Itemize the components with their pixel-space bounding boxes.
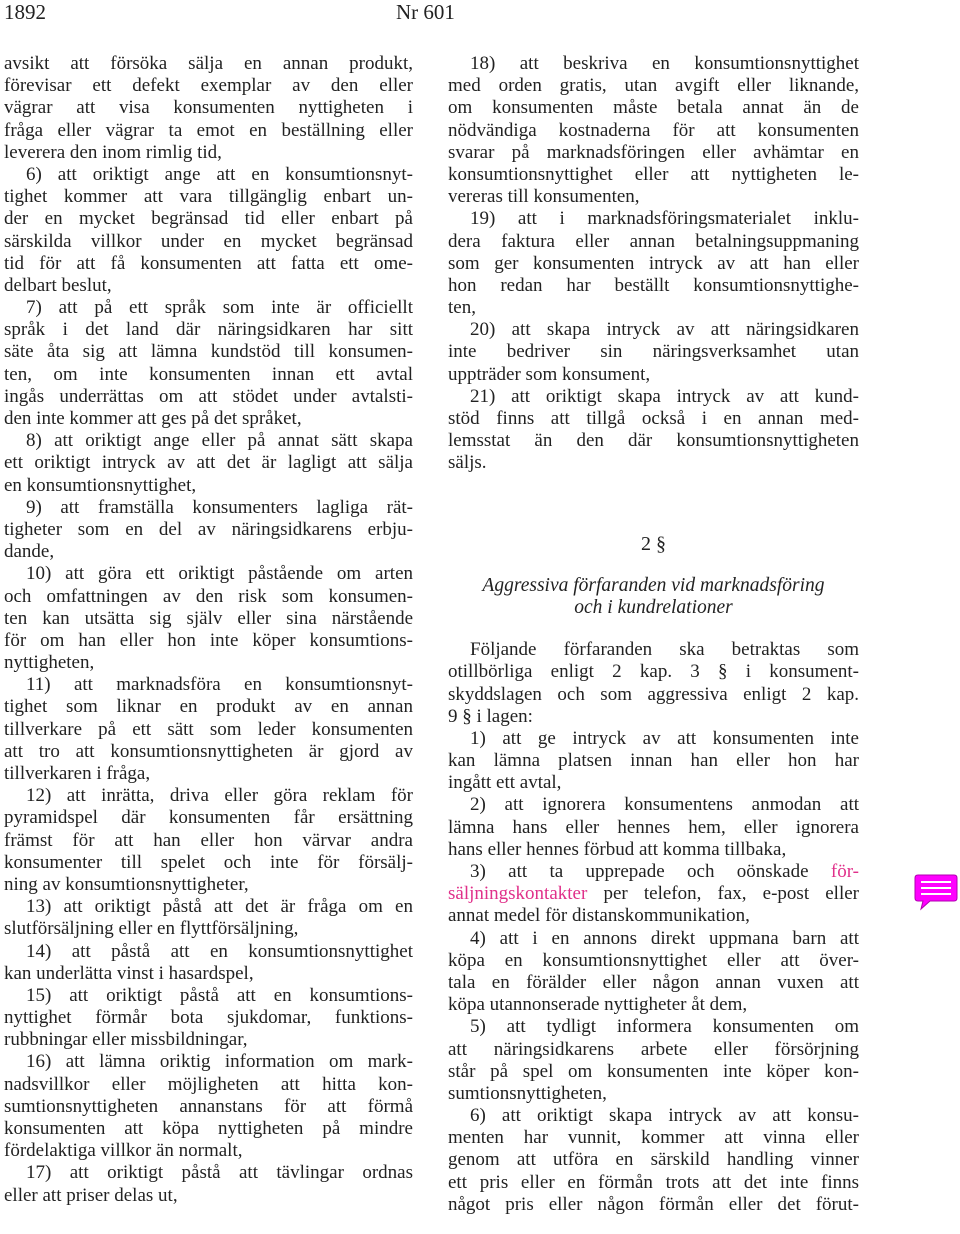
text-line: slutförsäljning eller en flyttförsäljning, <box>4 918 299 940</box>
text-line: särskilda villkor under en mycket begränsad <box>4 230 413 252</box>
text-line: svarar på marknadsföringen eller avhämtar en <box>448 141 859 163</box>
text-line: Följande förfaranden ska betraktas som <box>470 639 859 661</box>
text-line: dande, <box>4 541 55 563</box>
text-line: 11) att marknadsföra en konsumtionsnyt- <box>26 674 413 696</box>
text-line: köpa utannonserade nyttigheter åt dem, <box>448 994 748 1016</box>
text-line: otillbörliga enligt 2 kap. 3 § i konsument- <box>448 661 859 683</box>
text-line: 5) att tydligt informera konsumenten om <box>470 1016 859 1038</box>
text-line: förevisar ett defekt exemplar av den eller <box>4 75 413 97</box>
text-line: språk i det land där näringsidkaren har sitt <box>4 319 413 341</box>
text-line: annat medel för distanskommunikation, <box>448 905 750 927</box>
text-line: vereras till konsumenten, <box>448 186 640 208</box>
text-line: ingås underrättas om att stödet under avtalsti- <box>4 385 413 407</box>
text-line: ett oriktigt intryck av att det är lagligt att sälja <box>4 452 413 474</box>
text-line: 15) att oriktigt påstå att en konsumtions- <box>26 984 413 1006</box>
text-line: hans eller hennes förbud att komma tillbaka, <box>448 838 787 860</box>
text-line: säljs. <box>448 452 487 474</box>
right-column-top-text <box>448 53 859 475</box>
text-line: kan underlätta vinst i hasardspel, <box>4 962 254 984</box>
text-line: 18) att beskriva en konsumtionsnyttighet <box>470 53 859 74</box>
text-line: ett pris eller en förmån trots att det inte finns <box>448 1171 859 1193</box>
text-line: lemsstat än den där konsumtionsnyttigheten <box>448 430 859 452</box>
text-line: skyddslagen och som aggressiva enligt 2 kap. <box>448 683 859 705</box>
section-heading-line1: Aggressiva förfaranden vid marknadsföring <box>482 574 825 596</box>
text-line: konsumenter till spelet och inte för försälj- <box>4 851 413 873</box>
text-line: 6) att oriktigt skapa intryck av att konsu- <box>470 1105 859 1127</box>
page-number: 1892 <box>4 0 46 24</box>
text-line: en konsumtionsnyttighet, <box>4 474 197 496</box>
text-line: som ger konsumenten intryck av att han eller <box>448 252 859 274</box>
text-line: främst för att han eller hon värvar andra <box>4 829 413 851</box>
text-line: pyramidspel där konsumenten får ersättning <box>4 807 413 829</box>
text-line: tillverkaren i fråga, <box>4 763 151 784</box>
text-line: fråga eller vägrar ta emot en beställning eller <box>4 119 413 141</box>
hyperlink-text[interactable]: för- <box>830 861 859 882</box>
text-line: nadsvillkor eller möjligheten att hitta kon- <box>4 1073 413 1095</box>
text-line: 9) att framställa konsumenters lagliga rät- <box>26 496 413 518</box>
text-line: avsikt att försöka sälja en annan produkt, <box>4 53 413 74</box>
right-column-bottom-text <box>448 639 859 1216</box>
text-line: ten, <box>448 297 476 319</box>
text-line: tigheter som en del av näringsidkarens erbju- <box>4 518 413 540</box>
text-line: tighet som liknar en produkt av en annan <box>4 696 413 718</box>
text-line: står på spel om konsumenten inte köper kon- <box>448 1060 859 1082</box>
text-line: 21) att oriktigt skapa intryck av att kund- <box>470 385 859 407</box>
text-line: delbart beslut, <box>4 274 112 296</box>
text-line: tala en förälder eller någon annan vuxen att <box>448 971 859 993</box>
text-line: inte bedriver sin näringsverksamhet utan <box>448 341 859 363</box>
right-column <box>448 53 859 1216</box>
text-line: nyttighet förmår bota sjukdomar, funktions- <box>4 1007 413 1029</box>
text-line: dera faktura eller annan betalningsuppmaning <box>448 230 859 252</box>
text-line: 7) att på ett språk som inte är officiellt <box>26 297 413 319</box>
text-line: lämna hans eller hennes hem, eller ignorera <box>448 816 859 838</box>
text-line: rubbningar eller missbildningar, <box>4 1029 248 1051</box>
text-line: 17) att oriktigt påstå att tävlingar ordnas <box>26 1162 413 1184</box>
text-line: för om han eller hon inte köper konsumtions- <box>4 629 413 651</box>
text-line: tid för att få konsumenten att fatta ett ome- <box>4 252 413 274</box>
text-line: 9 § i lagen: <box>448 705 533 727</box>
text-line: stöd finns att tillgå också i en annan med- <box>448 408 859 429</box>
text-line: ingått ett avtal, <box>448 772 562 794</box>
text-line: säljningskontakter per telefon, fax, e-post eller <box>448 883 859 905</box>
text-line: menten har vunnit, kommer att vinna eller <box>448 1127 859 1149</box>
text-line: något pris eller någon förmån eller det förut- <box>448 1193 859 1215</box>
text-line: att näringsidkarens arbete eller försörjning <box>448 1038 859 1060</box>
text-line: 10) att göra ett oriktigt påstående om arten <box>26 563 413 585</box>
text-line: sumtionsnyttigheten annanstans för att förmå <box>4 1095 413 1117</box>
text-line: 4) att i en annons direkt uppmana barn att <box>470 927 859 949</box>
text-line: nyttigheten, <box>4 652 95 674</box>
text-line: ning av konsumtionsnyttigheter, <box>4 873 249 895</box>
text-line: 14) att påstå att en konsumtionsnyttighet <box>26 940 413 962</box>
text-line: fördelaktiga villkor än normalt, <box>4 1140 243 1162</box>
text-line: 6) att oriktigt ange att en konsumtionsnyt- <box>26 163 413 185</box>
text-line: 2) att ignorera konsumentens anmodan att <box>470 794 859 816</box>
text-line: säte åta sig att lämna kundstöd till konsumen- <box>4 341 413 363</box>
text-line: ten, om inte konsumenten innan ett avtal <box>4 363 413 385</box>
text-line: 1) att ge intryck av att konsumenten inte <box>470 727 859 749</box>
comment-icon[interactable] <box>914 873 958 911</box>
text-line: och omfattningen av den risk som konsumen- <box>4 585 413 607</box>
left-column <box>4 53 413 1207</box>
text-line: der en mycket begränsad tid eller enbart på <box>4 208 413 230</box>
text-line: konsumtionsnyttighet eller att nyttigheten le- <box>448 163 859 185</box>
text-line: med orden gratis, utan avgift eller liknande, <box>448 75 859 97</box>
text-line: tillverkare på ett sätt som leder konsumenten <box>4 718 413 740</box>
text-line: vägrar att visa konsumenten nyttigheten i <box>4 97 413 119</box>
text-line: den inte kommer att ges på det språket, <box>4 408 302 429</box>
text-line: genom att utföra en särskild handling vinner <box>448 1149 859 1171</box>
text-line: kan lämna platsen innan han eller hon har <box>448 750 859 772</box>
text-line: leverera den inom rimlig tid, <box>4 141 222 163</box>
text-line: 13) att oriktigt påstå att det är fråga om en <box>26 896 413 918</box>
text-line: om konsumenten måste betala annat än de <box>448 97 859 119</box>
section-number: 2 § <box>641 532 666 555</box>
section-heading-line2: och i kundrelationer <box>574 596 733 618</box>
text-line: 8) att oriktigt ange eller på annat sätt skapa <box>26 430 413 452</box>
document-number: Nr 601 <box>396 0 455 24</box>
text-line: nödvändiga kostnaderna för att konsumenten <box>448 119 859 141</box>
text-line: 19) att i marknadsföringsmaterialet inklu- <box>470 208 859 230</box>
text-line: eller att priser delas ut, <box>4 1184 178 1206</box>
text-line: sumtionsnyttigheten, <box>448 1082 607 1104</box>
text-line: att tro att konsumtionsnyttigheten är gjord av <box>4 740 413 762</box>
text-line: 20) att skapa intryck av att näringsidkaren <box>470 319 859 341</box>
text-line: tighet kommer att vara tillgänglig enbart un- <box>4 186 413 208</box>
text-line: hon redan har beställt konsumtionsnyttighe- <box>448 274 859 296</box>
text-line: 16) att lämna oriktig information om mark- <box>26 1051 413 1073</box>
text-line: uppträder som konsument, <box>448 363 651 385</box>
text-line: 3) att ta upprepade och oönskade för- <box>470 861 859 882</box>
text-line: ten kan utsätta sig själv eller sina närstående <box>4 607 413 629</box>
hyperlink-text[interactable]: säljningskontakter <box>448 883 588 905</box>
text-line: 12) att inrätta, driva eller göra reklam för <box>26 785 413 807</box>
text-line: konsumenten att köpa nyttigheten på mindre <box>4 1118 413 1139</box>
text-line: köpa en konsumtionsnyttighet eller att över- <box>448 949 859 971</box>
